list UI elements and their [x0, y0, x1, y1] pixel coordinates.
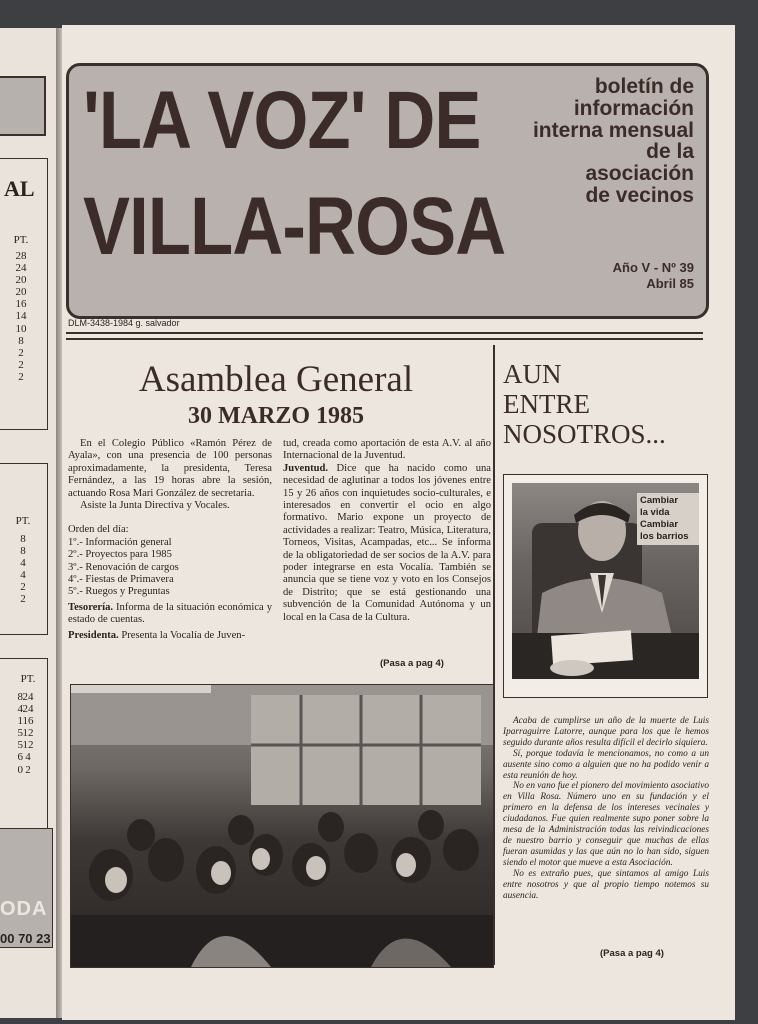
- masthead-description-line: interna mensual: [532, 118, 694, 142]
- agenda-item: 3º.- Renovación de cargos: [68, 561, 179, 573]
- table3-header: PT.: [20, 673, 36, 685]
- table-cell: 20: [15, 274, 27, 287]
- table-cell: 2: [18, 346, 24, 359]
- divider-rule: [66, 338, 703, 340]
- agenda-title: Orden del día:: [68, 524, 129, 536]
- assembly-photo-illustration: [71, 685, 493, 967]
- table-cell: 5: [17, 727, 23, 740]
- divider-rule: [66, 332, 703, 334]
- juventud-text: Dice que ha nacido como una necesidad de aglutinar a todos los jóvenes entre 15 y 26 años con inquietudes socio-culturales, e interesados en convertir el ocio en algo formativo. Mario expone un proyecto de actividades a realizar: Teatro, Música, Literatura, Torneos, Visitas, Acampadas, etc... Se informa de la obligatoriedad de ser socios de la A.V. para poder integrarse en esta Vocalía. También se anuncia que se tiene voz y voto en los Consejos de Distrito; que se está gestionando una subvención de la Comunidad Autónoma y un local en la Casa de la Cultura.: [283, 462, 491, 623]
- table-cell: 16: [22, 715, 34, 728]
- tesoreria-label: Tesorería.: [68, 601, 114, 613]
- presidenta-text: Presenta la Vocalía de Juven-: [121, 629, 246, 641]
- table-cell: 8: [20, 545, 26, 558]
- masthead-title-line-1: 'LA VOZ' DE: [83, 75, 481, 166]
- table-cell: 0: [17, 763, 23, 776]
- tribute-paragraph: Acaba de cumplirse un año de la muerte de Luis Iparraguirre Latorre, aunque para los que le hemos seguido durante años resulta difícil el decirlo siquiera.: [503, 716, 709, 748]
- article-column-1: [68, 438, 272, 642]
- tribute-title-line: AUN: [503, 359, 562, 389]
- tribute-title-line: NOSOTROS...: [503, 419, 666, 449]
- tribute-title: [503, 359, 666, 449]
- juventud-label: Juventud.: [283, 462, 329, 474]
- tribute-title-line: ENTRE: [503, 389, 590, 419]
- article-paragraph: Asiste la Junta Directiva y Vocales.: [80, 500, 230, 512]
- table-cell: 24: [22, 691, 34, 703]
- left-page-gray-block: [0, 76, 46, 136]
- table-cell: 5: [17, 739, 23, 752]
- table-cell: 4: [20, 557, 26, 570]
- table2-values: [10, 533, 36, 606]
- masthead-description-line: asociación: [585, 162, 694, 186]
- poster-line: Cambiar: [640, 495, 679, 506]
- assembly-photo: [70, 684, 494, 968]
- table-cell: 16: [15, 298, 27, 311]
- issue-number: Año V - Nº 39: [612, 260, 694, 275]
- table-cell: 2: [18, 358, 24, 371]
- left-facing-page: [0, 28, 58, 1018]
- juventud-paragraph: [283, 463, 491, 624]
- presidenta-label: Presidenta.: [68, 629, 119, 641]
- table3-values: [15, 691, 41, 776]
- masthead-description-line: de vecinos: [585, 183, 694, 207]
- table-cell: 20: [15, 286, 27, 299]
- article-headline: Asamblea General: [138, 359, 414, 400]
- portrait-photo: [503, 474, 708, 698]
- table-cell: 1: [17, 715, 23, 728]
- table-cell: 4: [25, 751, 31, 764]
- left-page-phone: 00 70 23: [0, 931, 51, 946]
- table-cell: 8: [20, 533, 26, 545]
- tribute-paragraph: No en vano fue el pionero del movimiento asociativo en Villa Rosa. Número uno en su fundación y el primero en la defensa de los intereses vecinales y ciudadanos. Fue quien realmente supo poner sobre la mesa de la Administración todas las reivindicaciones de nuestro barrio y conseguir que muchas de ellas fueran asumidas y las que aún no lo han sido, siguen siendo el motor que mueve a esta Asociación.: [503, 781, 709, 868]
- issue-info: [569, 260, 694, 292]
- masthead-description-line: boletín de: [594, 75, 694, 98]
- issue-date: Abril 85: [646, 276, 694, 291]
- agenda-item: 1º.- Información general: [68, 536, 172, 548]
- tribute-text: [503, 716, 709, 901]
- poster-line: los barrios: [640, 531, 689, 542]
- article-date: 30 MARZO 1985: [188, 403, 364, 429]
- agenda-item: 5º.- Ruegos y Preguntas: [68, 586, 170, 598]
- masthead-description: [509, 76, 694, 207]
- table-cell: 10: [15, 322, 27, 335]
- table-cell: 12: [22, 739, 34, 752]
- agenda-item: 4º.- Fiestas de Primavera: [68, 574, 174, 586]
- legal-deposit: DLM-3438-1984 g. salvador: [68, 318, 180, 328]
- table-cell: 4: [17, 703, 23, 716]
- table-cell: 28: [15, 250, 27, 262]
- table1-header: PT.: [13, 234, 29, 246]
- poster-line: Cambiar: [640, 519, 679, 530]
- article-paragraph: tud, creada como aportación de esta A.V. al año Internacional de la Juventud.: [283, 438, 491, 462]
- tribute-paragraph: No es extraño pues, que sintamos al amigo Luis entre nosotros y que al propio tiempo notemos su ausencia.: [503, 868, 709, 901]
- article-continue-note: (Pasa a pag 4): [380, 658, 444, 669]
- table-cell: 2: [20, 593, 26, 606]
- left-page-heading-fragment: AL: [4, 176, 35, 201]
- table-cell: 2: [20, 581, 26, 594]
- portrait-poster: [637, 493, 699, 545]
- table-cell: 24: [22, 703, 34, 716]
- table-cell: 6: [17, 751, 23, 764]
- article-paragraph: En el Colegio Público «Ramón Pérez de Ayala», con una presencia de 100 personas aproximadamente, la presidenta, Teresa Fernández, a las 19 horas abre la sesión, actuando Rosa Mari González de secretaria.: [68, 438, 272, 499]
- tribute-continue-note: (Pasa a pag 4): [600, 948, 664, 959]
- portrait-photo-image: [512, 483, 699, 679]
- agenda-list: [68, 537, 272, 599]
- masthead-description-line: de la: [646, 140, 694, 164]
- tesoreria-paragraph: [68, 602, 272, 627]
- table-cell: 4: [20, 569, 26, 582]
- table-cell: 12: [22, 727, 34, 740]
- table-cell: 2: [18, 370, 24, 383]
- agenda-item: 2º.- Proyectos para 1985: [68, 549, 172, 561]
- table-cell: 8: [18, 334, 24, 347]
- table-cell: 2: [25, 763, 31, 776]
- presidenta-paragraph: [68, 630, 272, 642]
- masthead-description-line: información: [573, 96, 694, 120]
- left-page-ad-text: ODA: [0, 898, 48, 920]
- table-cell: 8: [17, 691, 23, 703]
- tribute-paragraph: Sí, porque todavía le mencionamos, no como a un ausente sino como a alguien que no ha podido venir a esta reunión de hoy.: [503, 748, 709, 781]
- tesoreria-text: Informa de la situación económica y estado de cuentas.: [68, 601, 272, 626]
- table-cell: 24: [15, 262, 27, 275]
- masthead: [66, 63, 709, 319]
- table-cell: 14: [15, 310, 27, 323]
- masthead-title-line-2: VILLA-ROSA: [83, 181, 506, 272]
- table1-values: [8, 250, 34, 383]
- table2-header: PT.: [15, 515, 31, 527]
- poster-line: la vida: [640, 507, 670, 518]
- left-page-ad-block: [0, 828, 53, 948]
- article-column-2: [283, 438, 491, 624]
